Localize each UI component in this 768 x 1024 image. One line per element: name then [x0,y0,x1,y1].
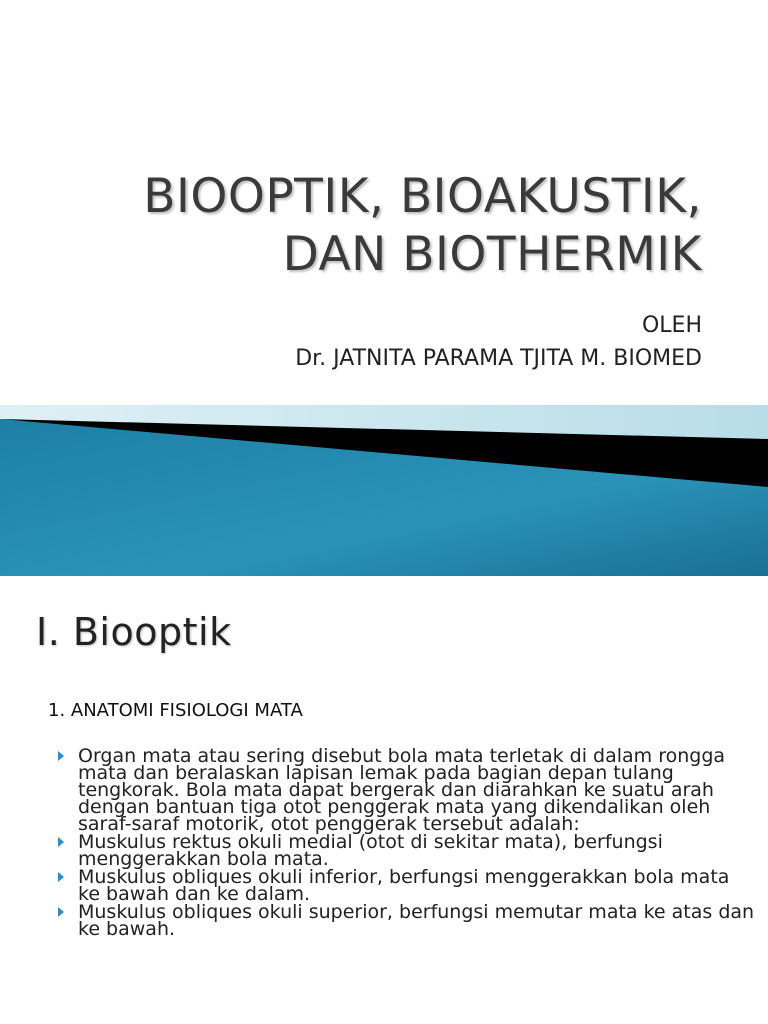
bullet-list [56,745,756,940]
slide-title-heading [143,168,702,284]
bullet-arrow-icon [58,872,64,882]
bullet-text: Muskulus rektus okuli medial (otot di sekitar mata), berfungsi menggerakkan bola mata. [78,831,663,870]
title-line-1: BIOOPTIK, BIOAKUSTIK, [143,169,702,224]
bullet-arrow-icon [58,837,64,847]
section-title: I. Biooptik [36,610,232,654]
bullet-text: Muskulus obliques okuli inferior, berfungsi menggerakkan bola mata ke bawah dan ke dalam. [78,866,730,905]
list-item [56,866,756,905]
subtitle-line-1: OLEH [641,313,702,338]
bullet-text: Organ mata atau sering disebut bola mata terletak di dalam rongga mata dan beralaskan lapisan lemak pada bagian depan tulang tengkorak. Bola mata dapat bergerak dan diarahkan ke suatu arah dengan bantuan tiga otot penggerak mata yang dikendalikan oleh saraf-saraf motorik, otot penggerak tersebut adalah: [78,745,726,835]
decorative-banner [0,405,768,576]
list-item [56,901,756,940]
slide-subtitle [295,309,702,375]
list-item [56,745,756,835]
subtitle-line-2: Dr. JATNITA PARAMA TJITA M. BIOMED [295,346,702,371]
bullet-text: Muskulus obliques okuli superior, berfungsi memutar mata ke atas dan ke bawah. [78,901,755,940]
section-subheading: 1. ANATOMI FISIOLOGI MATA [48,700,303,721]
bullet-arrow-icon [58,907,64,917]
title-line-2: DAN BIOTHERMIK [282,227,702,282]
list-item [56,831,756,870]
bullet-arrow-icon [58,751,64,761]
